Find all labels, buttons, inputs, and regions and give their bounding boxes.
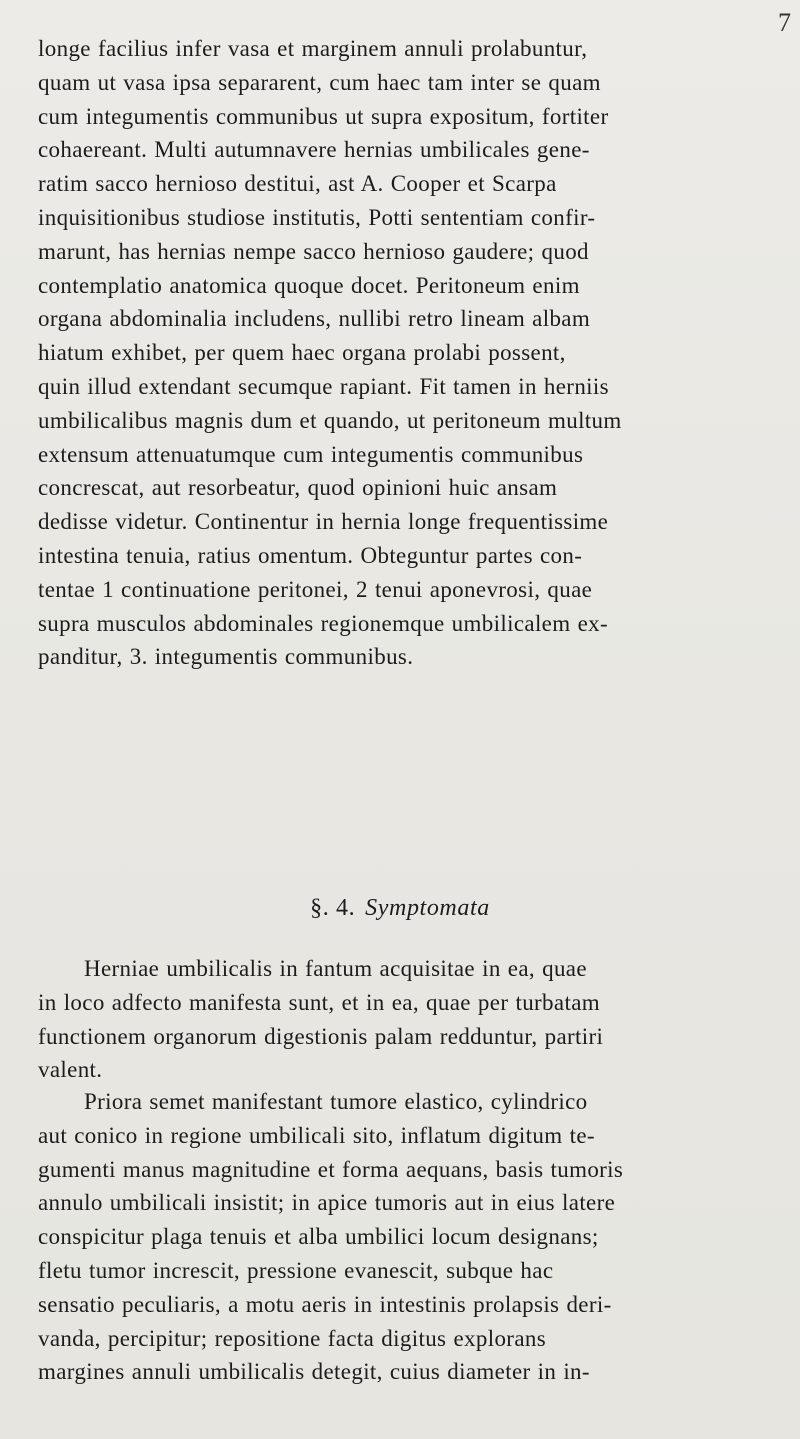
text-line: conspicitur plaga tenuis et alba umbilici locum designans; <box>38 1224 599 1250</box>
text-line: cum integumentis communibus ut supra expositum, fortiter <box>38 103 609 129</box>
text-line: cohaereant. Multi autumnavere hernias umbilicales gene- <box>38 137 590 163</box>
text-line: concrescat, aut resorbeatur, quod opinioni huic ansam <box>38 475 558 501</box>
text-line: longe facilius infer vasa et marginem annuli prolabuntur, <box>38 36 588 61</box>
text-line: aut conico in regione umbilicali sito, inflatum digitum te- <box>38 1122 595 1148</box>
text-line: tentae 1 continuatione peritonei, 2 tenui aponevrosi, quae <box>38 576 593 602</box>
section-title: Symptomata <box>365 895 490 921</box>
text-line: hiatum exhibet, per quem haec organa prolabi possent, <box>38 340 566 366</box>
text-line: annulo umbilicali insistit; in apice tumoris aut in eius latere <box>38 1190 616 1216</box>
text-line: organa abdominalia includens, nullibi retro lineam albam <box>38 306 591 332</box>
text-line: umbilicalibus magnis dum et quando, ut peritoneum multum <box>38 407 622 433</box>
text-line: gumenti manus magnitudine et forma aequans, basis tumoris <box>38 1156 624 1182</box>
section-number: §. 4. <box>310 895 356 921</box>
text-line: functionem organorum digestionis palam redduntur, partiri <box>38 1023 604 1049</box>
text-line: fletu tumor increscit, pressione evanescit, subque hac <box>38 1257 554 1283</box>
text-line: intestina tenuia, ratius omentum. Obteguntur partes con- <box>38 542 583 568</box>
page-number: 7 <box>778 8 791 37</box>
text-line: quam ut vasa ipsa separarent, cum haec tam inter se quam <box>38 69 601 95</box>
paragraph-2 <box>38 952 760 1087</box>
text-line: marunt, has hernias nempe sacco hernioso gaudere; quod <box>38 238 589 264</box>
text-line: margines annuli umbilicalis detegit, cuius diameter in in- <box>38 1359 590 1385</box>
text-line: ratim sacco hernioso destitui, ast A. Cooper et Scarpa <box>38 171 557 197</box>
text-line: Priora semet manifestant tumore elastico, cylindrico <box>84 1089 588 1114</box>
paragraph-3 <box>38 1085 760 1389</box>
text-line: sensatio peculiaris, a motu aeris in intestinis prolapsis deri- <box>38 1291 612 1317</box>
section-heading <box>0 892 800 924</box>
text-line: panditur, 3. integumentis communibus. <box>38 644 414 670</box>
text-line: in loco adfecto manifesta sunt, et in ea, quae per turbatam <box>38 989 600 1015</box>
text-line: valent. <box>38 1057 103 1083</box>
text-line: dedisse videtur. Continentur in hernia longe frequentissime <box>38 509 609 535</box>
text-line: supra musculos abdominales regionemque umbilicalem ex- <box>38 610 609 636</box>
paragraph-1 <box>38 32 760 674</box>
text-line: vanda, percipitur; repositione facta digitus explorans <box>38 1325 547 1351</box>
text-line: Herniae umbilicalis in fantum acquisitae in ea, quae <box>84 956 587 981</box>
text-line: inquisitionibus studiose institutis, Potti sententiam confir- <box>38 204 596 230</box>
text-line: contemplatio anatomica quoque docet. Peritoneum enim <box>38 272 580 298</box>
text-line: extensum attenuatumque cum integumentis communibus <box>38 441 584 467</box>
text-line: quin illud extendant secumque rapiant. Fit tamen in herniis <box>38 373 609 399</box>
